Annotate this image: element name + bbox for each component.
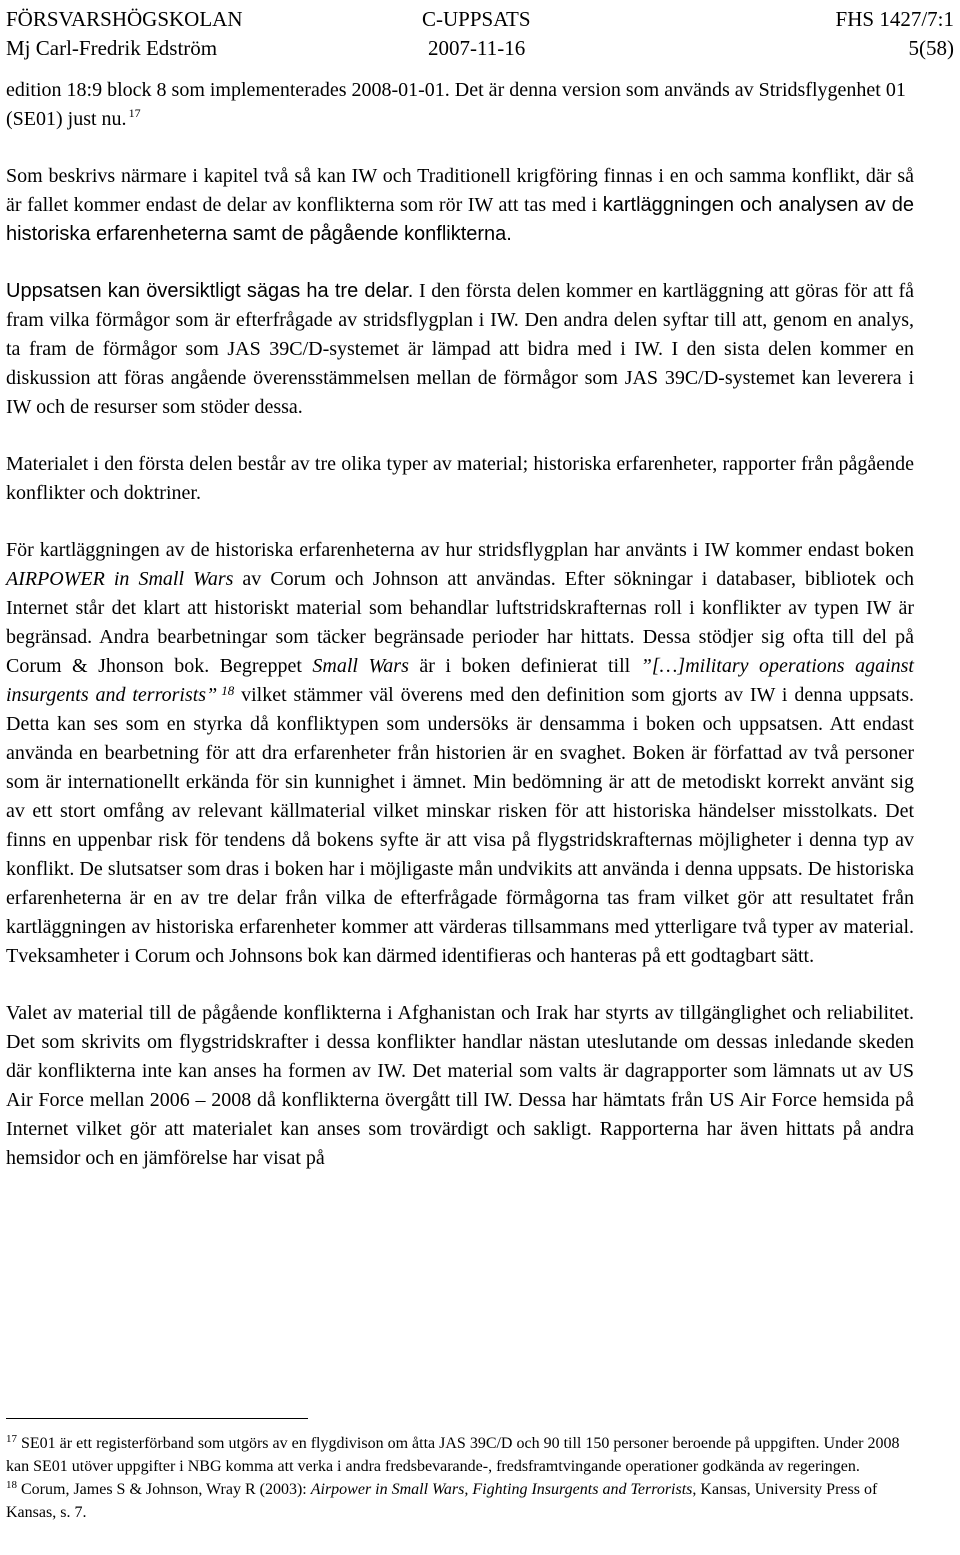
- header-doc-ref: FHS 1427/7:1: [835, 7, 954, 31]
- body-text: [6, 76, 914, 1173]
- paragraph-text: av Corum och Johnson att användas. Efter sökningar i databaser, bibliotek och Internet står det klart att historiskt material som behandlar luftstridskrafternas roll i konflikter av typen IW är begränsad. Andra bearbetningar som täcker begränsade perioder har hittats. Dessa stödjer sig ofta till del på Corum & Jhonson bok. Begreppet: [6, 568, 914, 677]
- footnote-17: [6, 1432, 926, 1478]
- header-date: 2007-11-16: [428, 36, 526, 60]
- paragraph: [6, 76, 914, 134]
- footnote-number: 17: [6, 1433, 17, 1445]
- header-page-number: 5(58): [908, 36, 954, 60]
- paragraph: [6, 999, 914, 1173]
- paragraph-text: Materialet i den första delen består av tre olika typer av material; historiska erfarenheter, rapporter från pågående konflikter och doktriner.: [6, 453, 914, 504]
- footnote-text: SE01 är ett registerförband som utgörs av en flygdivison om åtta JAS 39C/D och 90 till 150 personer beroende på uppgiften. Under 2008 kan SE01 utöver uppgifter i NBG komma att verka i andra fredsbevarande-, fredsframtvingande operationer godkända av regeringen.: [6, 1435, 900, 1475]
- footnote-number: 18: [6, 1479, 17, 1491]
- header-school: FÖRSVARSHÖGSKOLAN: [6, 7, 243, 31]
- footnote-text: Corum, James S & Johnson, Wray R (2003):: [21, 1481, 311, 1498]
- footnote-18: [6, 1478, 926, 1524]
- footnote-title: Airpower in Small Wars, Fighting Insurgents and Terrorists: [310, 1481, 693, 1498]
- paragraph-text: För kartläggningen av de historiska erfarenheterna av hur stridsflygplan har använts i IW kommer endast boken: [6, 539, 914, 561]
- footnote-text: , Kansas, University Press of Kansas, s. 7.: [6, 1481, 878, 1521]
- footnote-ref-18: 18: [221, 683, 235, 698]
- paragraph-text: är i boken definierat till: [408, 655, 641, 677]
- term: Small Wars: [312, 655, 409, 677]
- paragraph: [6, 277, 914, 422]
- footnote-ref-17: 17: [128, 106, 141, 120]
- quotation: ”[…]military operations against insurgents and terrorists”: [6, 655, 914, 706]
- paragraph-text: Valet av material till de pågående konflikterna i Afghanistan och Irak har styrts av tillgänglighet och reliabilitet. Det som skrivits om flygstridskrafter i dessa konflikter handlar nästan uteslutande om dessas inledande skeden där konflikterna inte kan anses ha formen av IW. Det material som valts är dagrapporter som lämnats ut av US Air Force mellan 2006 – 2008 då konflikterna övergått till IW. Dessa har hämtats från US Air Force hemsida på Internet vilket gör att materialet kan anses som trovärdigt och sakligt. Rapporterna har även hittats på andra hemsidor och en jämförelse har visat på: [6, 1002, 914, 1169]
- footnote-separator: [6, 1418, 308, 1419]
- paragraph-text: I den första delen kommer en kartläggning att göras för att få fram vilka förmågor som är efterfrågade av stridsflygplan i IW. Den andra delen syftar till att, genom en analys, ta fram de förmågor som JAS 39C/D-systemet är lämpad att bidra med i IW. I den sista delen kommer en diskussion att föras angående överensstämmelsen mellan de förmågor som JAS 39C/D-systemet kan leverera i IW och de resurser som stöder dessa.: [6, 280, 915, 418]
- header-doc-type: C-UPPSATS: [422, 7, 531, 31]
- paragraph-text: kartläggningen och analysen av de historiska erfarenheterna samt de pågående konflikterna.: [6, 194, 914, 245]
- paragraph: [6, 536, 914, 971]
- paragraph-text: Som beskrivs närmare i kapitel två så kan IW och Traditionell krigföring finnas i en och samma konflikt, där så är fallet kommer endast de delar av konflikterna som rör IW att tas med i: [6, 165, 914, 216]
- paragraph: [6, 450, 914, 508]
- book-title: AIRPOWER in Small Wars: [6, 568, 234, 590]
- paragraph-text: vilket stämmer väl överens med den definition som gjorts av IW i denna uppsats. Detta kan ses som en styrka då konfliktypen som undersöks är densamma i boken och uppsatsen. Att endast använda en bearbetning för att dra erfarenheter från historien är en svaghet. Boken är författad av två personer som är internationellt erkända för sin kunnighet i ämnet. Min bedömning är att de metodiskt korrekt använt sig av ett stort omfång av relevant källmaterial vilket minskar risken för att historiska händelser misstolkats. Det finns en uppenbar risk för tendens då bokens syfte är att visa på flygstridskrafternas möjligheter i denna typ av konflikt. De slutsatser som dras i boken har i möjligaste mån undvikits att använda i denna uppsats. De historiska erfarenheterna är en av tre delar från vilka de efterfrågade förmågorna tas fram vilket gör att resultatet från kartläggningen av historiska erfarenheter kommer att värderas tillsammans med ytterligare två typer av material. Tveksamheter i Corum och Johnsons bok kan därmed identifieras och hanteras på ett godtagbart sätt.: [6, 684, 914, 967]
- paragraph: [6, 162, 914, 249]
- footnotes: [6, 1432, 926, 1524]
- header-author: Mj Carl-Fredrik Edström: [6, 36, 218, 60]
- paragraph-text: edition 18:9 block 8 som implementerades 2008-01-01. Det är denna version som används av Stridsflygenhet 01 (SE01) just nu.: [6, 79, 906, 130]
- paragraph-text: Uppsatsen kan översiktligt sägas ha tre delar.: [6, 280, 414, 302]
